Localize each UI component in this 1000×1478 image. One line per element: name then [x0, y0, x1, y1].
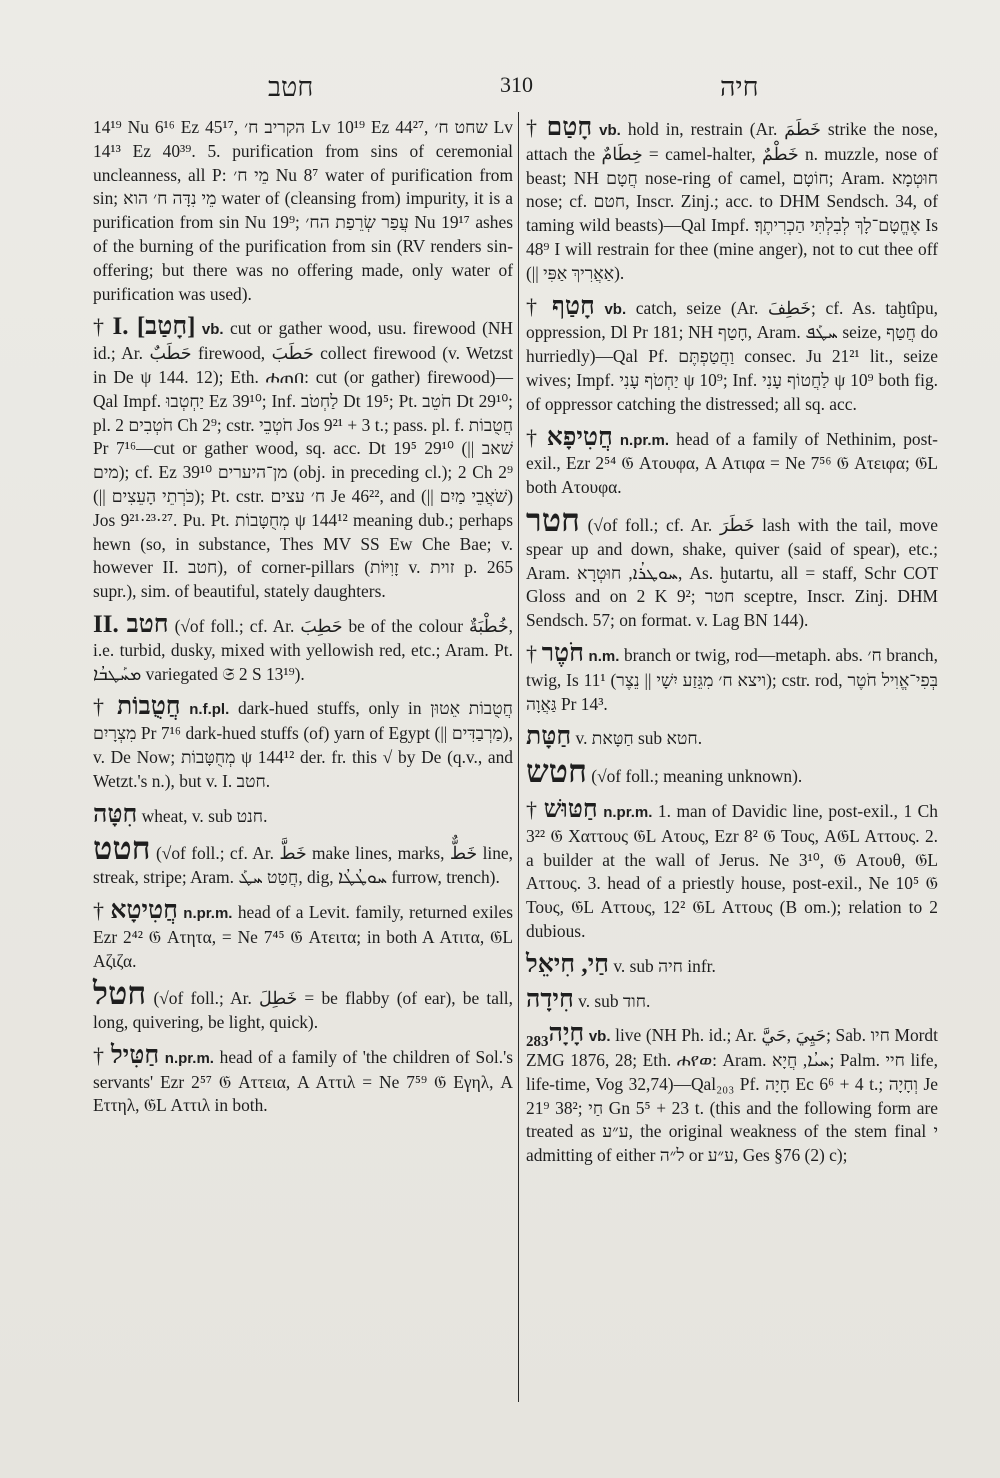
left-column [93, 116, 513, 1127]
headword: חטל [93, 975, 147, 1012]
entry-hatifa: † חֲטִיפָא n.pr.m. head of a family of Nethinim, post-exil., Ezr 2⁵⁴ 𝔊 Ατουφα, A Ατιφα = Ne 7⁵⁶ 𝔊 Ατειφα; 𝔊L both Ατουφα. [526, 423, 938, 498]
entry-hatav-2: II. חטב (√of foll.; cf. Ar. حَطِبَ be of the colour خُطْبَةٌ, i.e. turbid, dusky, mixed with yellowish red, etc.; Aram. Pt. ܡܚܰܛܒܳܐ variegated 𝔖 2 S 13¹⁹). [93, 610, 513, 684]
entry-hoter: † חֹטֶר n.m. branch or twig, rod—metaph. abs. ח׳ branch, twig, Is 11¹ (ויצא ח׳ מִגֵּזַע יִשָׁי || נֵצֶר); cstr. rod, בְּפִי־אֱוִיל חֹטֶר גַּאֲוָה Pr 14³. [526, 639, 938, 714]
headword: חֲטִיטָא [110, 896, 178, 924]
entry-haya: חָיָה₂₈₃ vb. live (NH Ph. id.; Ar. حَيِيَ ,حَيَّ; Sab. חיו Mordt ZMG 1876, 28; Eth. ሐየወ: Aram. ܚܝܳܐ, חֲיָא; Palm. חיי life, life-time, Vog 32,74)—Qal₂₀₃ Pf. חָיָה Ec 6⁶ + 4 t.; וְחָיָה Je 21⁹ 38²; חַי Gn 5⁵ + 23 t. (this and the following form are treated as ע״ע, the original weakness of the stem final י admitting of either ל״ה or ע״ע, Ges §76 (2) c); [526, 1020, 939, 1166]
headword: חָטַף [551, 292, 595, 320]
entry-htr: חטר (√of foll.; cf. Ar. خَطَرَ lash with the tail, move spear up and down, shake, quiver (said of spear), etc.; Aram. ܚܘܛܪܳܐ, חוּטְרָא, As. ḫutartu, all = staff, Schr COT Gloss and on 2 K 9²; חטר sceptre, Inscr. Zinj. DHM Sendsch. 57; on format. v. Lag BN 144). [526, 501, 938, 631]
right-column [526, 116, 938, 1177]
headword: חטר [526, 501, 580, 538]
entry-hatita: † חֲטִיטָא n.pr.m. head of a Levit. family, returned exiles Ezr 2⁴² 𝔊 Ατητα, = Ne 7⁴⁵ 𝔊 Ατειτα; in both A Ατιτα, 𝔊L Αζιζα. [93, 896, 513, 971]
headword: חֹטֶר [541, 639, 584, 667]
entry-htt: חטט (√of foll.; cf. Ar. خَطَّ make lines, marks, خَطٌّ line, streak, stripe; Aram. חֲטַט ܚܛܰ, dig, ܚܘܛܳܛܳܐ furrow, trench). [93, 830, 513, 888]
entry-hts: חטש (√of foll.; meaning unknown). [526, 753, 803, 790]
headword: חטש [526, 753, 587, 790]
entry-continuation: 14¹⁹ Nu 6¹⁶ Ez 45¹⁷, הקריב ח׳ Lv 10¹⁹ Ez 44²⁷, שחט ח׳ Lv 14¹³ Ez 40³⁹. 5. purification from sins of ceremonial uncleanness, all P: מֵי ח׳ Nu 8⁷ water of purification from sin; מֵי נִדָּה ח׳ הוא water of (cleansing from) impurity, it is a purification from sin Nu 19⁹; עֲפַר שְׂרֵפַת הח׳ Nu 19¹⁷ ashes of the burning of the purification from sin (RV renders sin-offering; but there was no offering made, only water of purification was used). [93, 117, 514, 304]
running-head-left: חטב [268, 72, 314, 103]
headword: חַטָּת [526, 723, 572, 751]
entry-hay-hiel: חַי, חִיאֵל v. sub חיה infr. [526, 950, 716, 978]
headword: חַטִּיל [110, 1041, 160, 1069]
headword: חֲטֻבוֹת [117, 693, 181, 721]
entry-hitta: חִטָּה wheat, v. sub חנט. [93, 800, 268, 828]
headword: חָיָה₂₈₃ [526, 1020, 585, 1048]
headword: חטט [93, 830, 151, 867]
headword: חָטַם [546, 114, 593, 141]
entry-hattil: † חַטִּיל n.pr.m. head of a family of 'the children of Sol.'s servants' Ezr 2⁵⁷ 𝔊 Αττεια, A Αττιλ = Ne 7⁵⁹ 𝔊 Εγηλ, A Εττηλ, 𝔊L Αττιλ in both. [93, 1041, 513, 1116]
entry-hattush: † חַטּוּשׁ n.pr.m. 1. man of Davidic line, post-exil., 1 Ch 3²² 𝔊 Χαττους 𝔊L Ατους, Ezr 8² 𝔊 Τους, A𝔊L Αττους. 2. a builder at the wall of Jerus. Ne 3¹⁰, 𝔊 Ατουθ, 𝔊L Αττους. 3. head of a priestly house, post-exil., Ne 10⁵ 𝔊 Τους, 𝔊L Αττους, 12² 𝔊L Αττους (B om.); relation to 2 dubious. [526, 795, 938, 941]
headword: I. [חָטַב] [112, 313, 196, 341]
entry-hatuvot: † חֲטֻבוֹת n.f.pl. dark-hued stuffs, only in חֲטֻבוֹת אֵטוּן מִצְרָיִם Pr 7¹⁶ dark-hued stuffs (of) yarn of Egypt (|| מַרְבַדִּים), v. De Now; מְחֻטָּבוֹת ψ 144¹² der. fr. this √ by De (q.v., and Wetzt.'s n.), but v. I. חטב. [93, 693, 513, 791]
column-divider [518, 112, 519, 1402]
headword: חַי, חִיאֵל [526, 950, 609, 978]
running-head-right: חיה [720, 72, 759, 103]
entry-htl: חטל (√of foll.; Ar. خَطِلَ = be flabby (of ear), be tall, long, quivering, be light, quick). [93, 975, 513, 1033]
entry-hataf: † חָטַף vb. catch, seize (Ar. خَطِفَ; cf. As. taḫtîpu, oppression, Dl Pr 181; NH חָטַף, Aram. ܚܛܰܦ seize, חֲטַף do hurriedly)—Qal Pf. וַחֲטַפְתֶּם consec. Ju 21²¹ lit., seize wives; Impf. יַחְטֹף עָנִי ψ 10⁹; Inf. לַחֲטוֹף עָנִי ψ 10⁹ both fig. of oppressor catching the distressed; all sq. acc. [526, 292, 938, 414]
page-number: 310 [500, 72, 533, 97]
headword: חִידָה [526, 985, 574, 1013]
headword: חֲטִיפָא [546, 423, 613, 451]
entry-hatav-1: † I. [חָטַב] vb. cut or gather wood, usu. firewood (NH id.; Ar. حَطَبٌ firewood, حَطَبَ collect firewood (v. Wetzst in De ψ 144. 12); Eth. ሐጠበ: cut (or gather) firewood)—Qal Impf. יַחְטְבוּ Ez 39¹⁰; Inf. לַחְטֹב Dt 19⁵; Pt. חֹטֵב Dt 29¹⁰; pl. חֹטְבִים 2 Ch 2⁹; cstr. חֹטְבֵי Jos 9²¹ + 3 t.; pass. pl. f. חֲטֻבוֹת Pr 7¹⁶—cut or gather wood, sq. acc. Dt 19⁵ 29¹⁰ (|| שׁאב מים); cf. Ez 39¹⁰ מן־היערים (obj. in preceding cl.); 2 Ch 2⁹ (|| כֹּרְתֵי הָעֵצִים); Pt. cstr. ח׳ עצים Je 46²², and (|| שֹׁאֲבֵי מַיִם) Jos 9²¹·²³·²⁷. Pu. Pt. מְחֻטָּבוֹת ψ 144¹² meaning dub.; perhaps hewn (so, in substance, Thes MV SS Ew Che Bae; v. however II. חטב), of corner-pillars (זָוִיּוֹת v. זוית p. 265 supr.), sim. of beautiful, stately daughters. [93, 313, 514, 602]
headword: חַטּוּשׁ [543, 795, 598, 823]
entry-hida: חִידָה v. sub חוד. [526, 985, 651, 1013]
headword: חִטָּה [93, 800, 138, 828]
entry-hatam: † חָטַם vb. hold in, restrain (Ar. خَطَمَ strike the nose, attach the خِطَامٌ = camel-halter, خَطْمٌ n. muzzle, nose of beast; NH חֲטָם nose-ring of camel, חוֹטָם; Aram. חוּטְמָא nose; cf. חטם, Inscr. Zinj.; acc. to DHM Sendsch. 34, of taming wild beasts)—Qal Impf. אֶחֱטָם־לָךְ לְבִלְתִּי הַכְרִיתֶךָ׃ Is 48⁹ I will restrain for thee (mine anger), not to cut thee off (|| אַאֲרִיךְ אַפִּי). [526, 114, 938, 283]
entry-hattat: חַטָּת v. חַטָּאת sub חטא. [526, 723, 703, 751]
headword: II. חטב [93, 610, 169, 638]
